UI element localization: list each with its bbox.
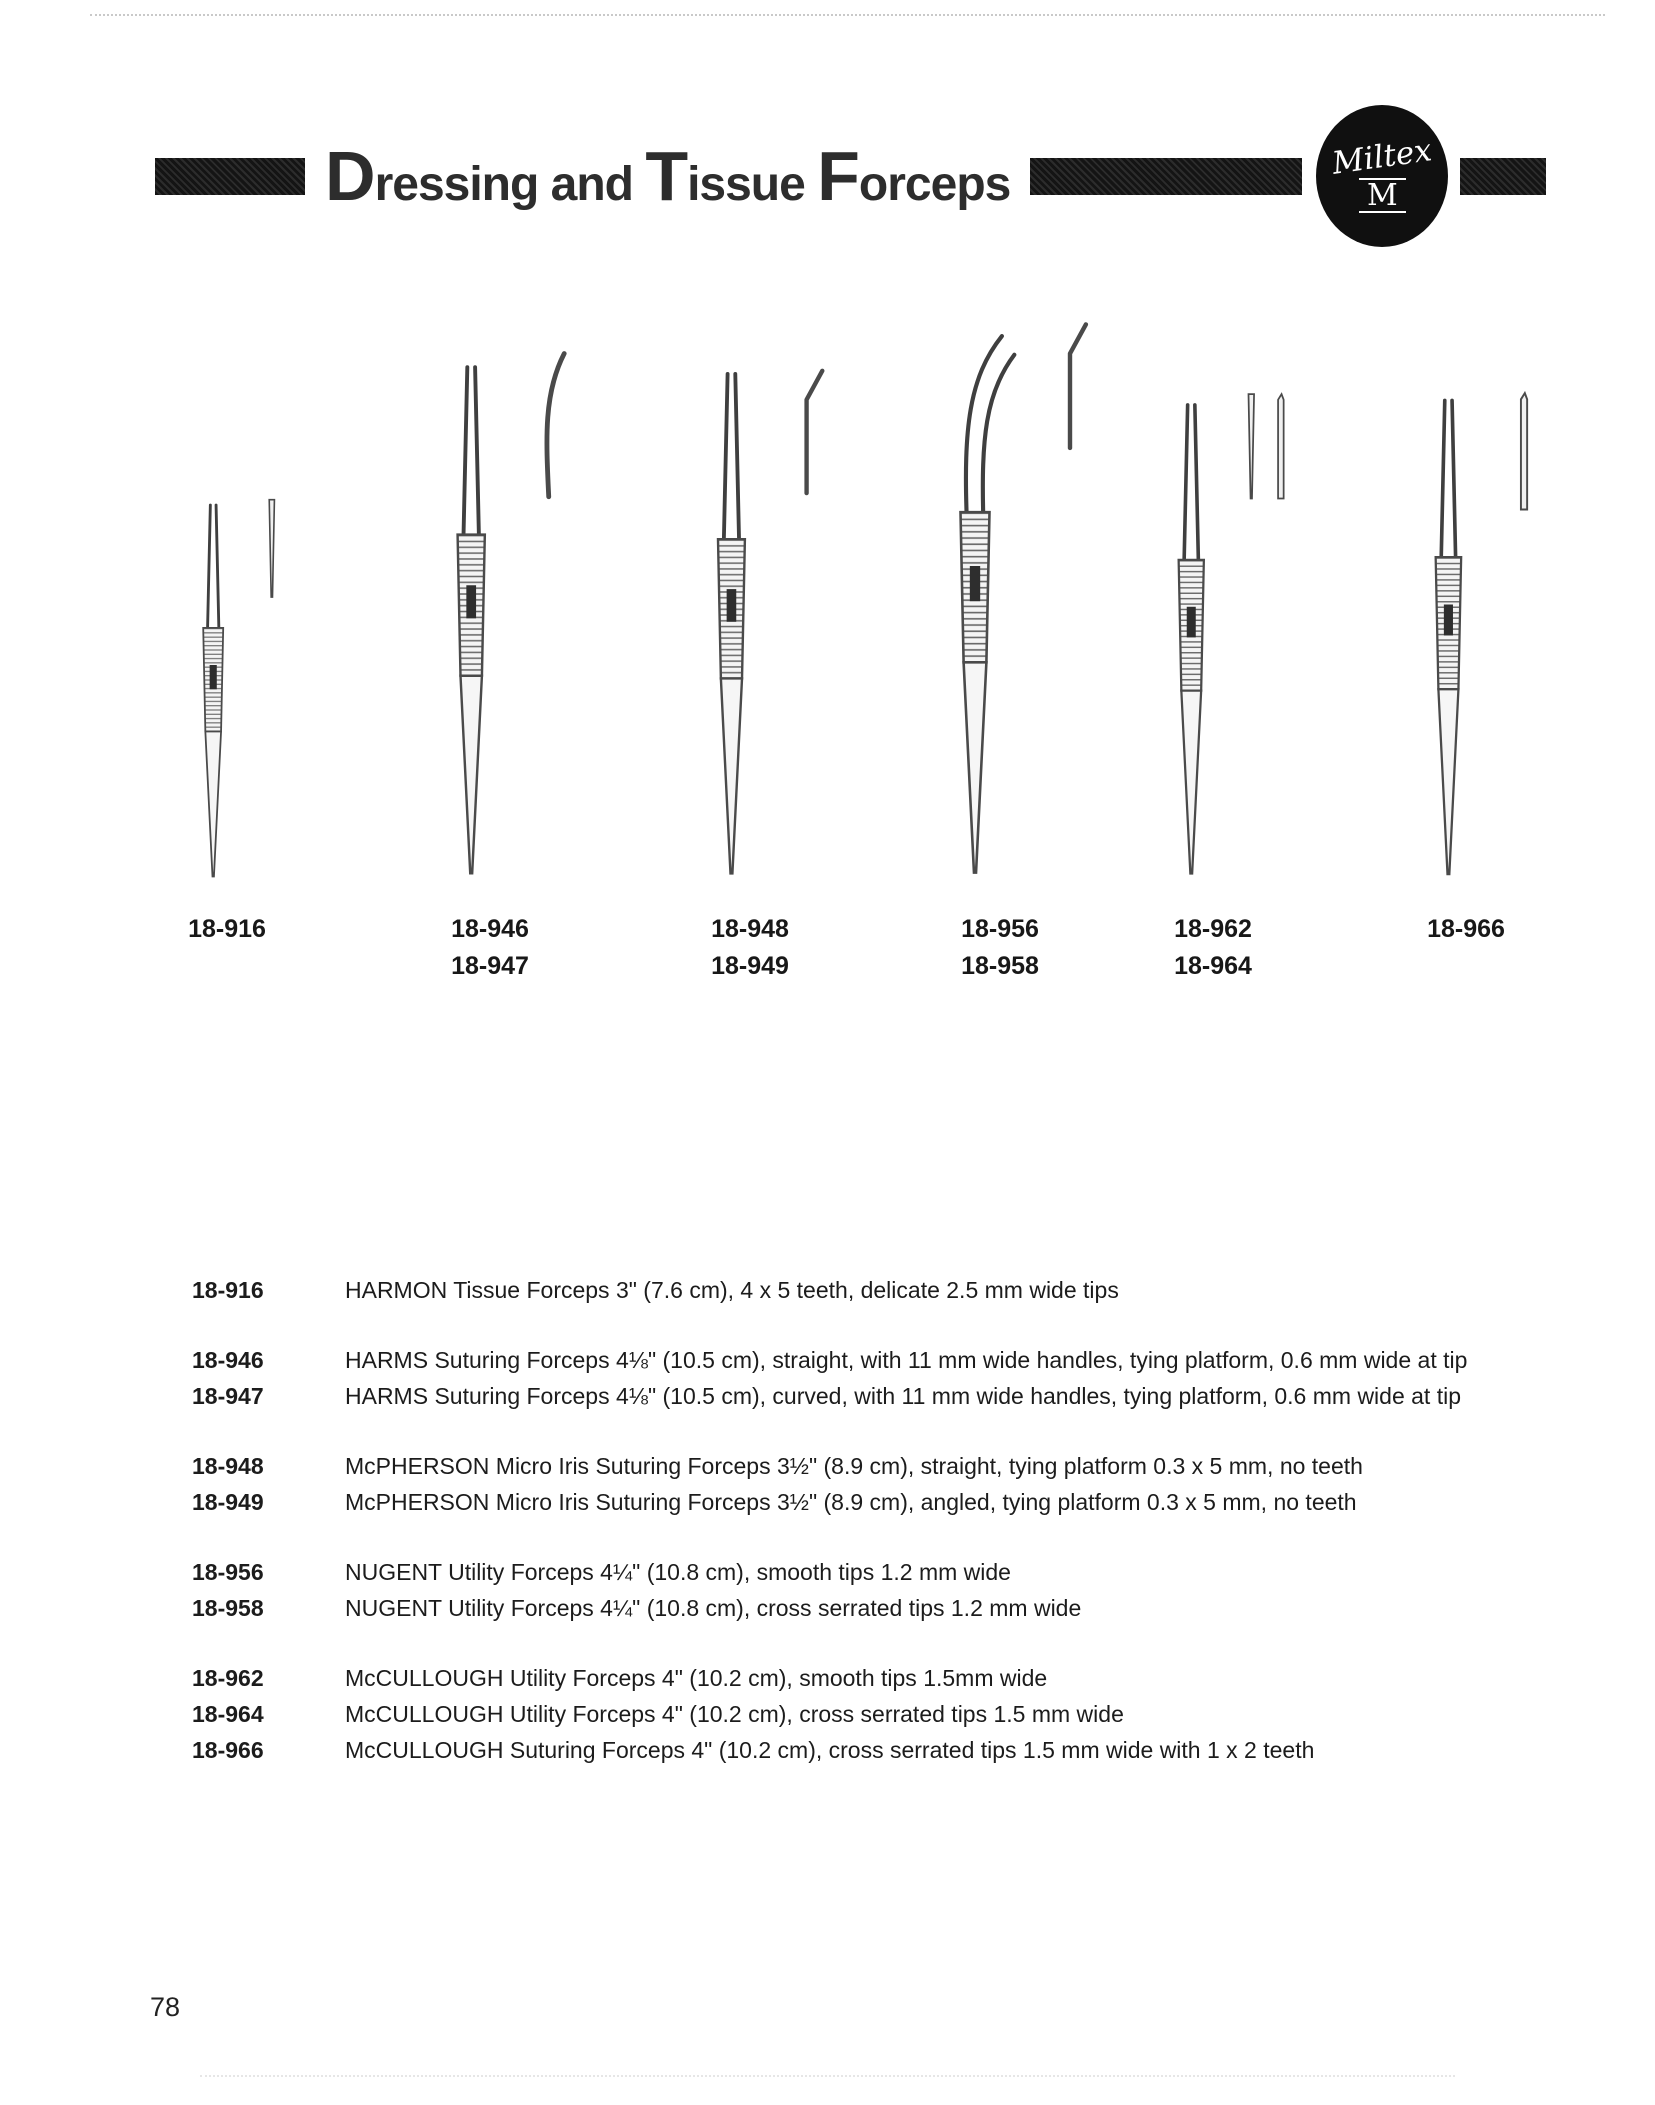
figure-18-946: [390, 340, 590, 985]
page-bottom-edge-dots: [200, 2075, 1455, 2077]
forceps-illustration: [900, 305, 1100, 885]
product-code: 18-966: [192, 1737, 264, 1763]
header-left-bar: [155, 158, 305, 195]
title-text: orceps: [858, 158, 1011, 211]
product-row: [192, 1272, 1595, 1308]
title-text: ressing and: [374, 158, 646, 211]
figure-label: 18-964: [1174, 952, 1252, 980]
product-code: 18-958: [192, 1595, 264, 1621]
product-row: [192, 1696, 1595, 1732]
figure-labels: [711, 911, 789, 985]
figure-labels: [1174, 911, 1252, 985]
product-row: [192, 1484, 1595, 1520]
figure-label: 18-956: [961, 915, 1039, 943]
product-description: HARMS Suturing Forceps 4⅛" (10.5 cm), straight, with 11 mm wide handles, tying platform, 0.6 mm wide at tip: [345, 1347, 1468, 1373]
forceps-illustration: [158, 485, 296, 885]
header-tail-bar: [1460, 158, 1546, 195]
figure-label: 18-949: [711, 952, 789, 980]
product-code: 18-916: [192, 1277, 264, 1303]
product-code: 18-956: [192, 1559, 264, 1585]
product-description: McPHERSON Micro Iris Suturing Forceps 3½" (8.9 cm), angled, tying platform 0.3 x 5 mm, no teeth: [345, 1489, 1357, 1515]
header-right-bar: [1030, 158, 1302, 195]
page-title: [325, 137, 1011, 215]
product-row: [192, 1448, 1595, 1484]
figure-label: 18-966: [1427, 915, 1505, 943]
forceps-illustration: [657, 347, 843, 885]
product-code: 18-948: [192, 1453, 264, 1479]
page-top-edge-dots: [90, 14, 1605, 16]
figure-18-962: [1113, 379, 1313, 985]
product-description: McCULLOUGH Suturing Forceps 4" (10.2 cm), cross serrated tips 1.5 mm wide with 1 x 2 teeth: [345, 1737, 1315, 1763]
figure-label: 18-946: [451, 915, 529, 943]
product-description: McCULLOUGH Utility Forceps 4" (10.2 cm), cross serrated tips 1.5 mm wide: [345, 1701, 1124, 1727]
product-description: NUGENT Utility Forceps 4¼" (10.8 cm), smooth tips 1.2 mm wide: [345, 1559, 1011, 1585]
product-list: [192, 1272, 1595, 1802]
product-description: McPHERSON Micro Iris Suturing Forceps 3½" (8.9 cm), straight, tying platform 0.3 x 5 mm, no teeth: [345, 1453, 1363, 1479]
product-code: 18-949: [192, 1489, 264, 1515]
title-initial: D: [325, 137, 375, 215]
figure-18-916: [127, 485, 327, 948]
product-row: [192, 1378, 1595, 1414]
figure-label: 18-948: [711, 915, 789, 943]
product-group: [192, 1272, 1595, 1308]
product-group: [192, 1448, 1595, 1520]
figure-18-966: [1366, 375, 1566, 948]
product-group: [192, 1342, 1595, 1414]
figure-label: 18-962: [1174, 915, 1252, 943]
miltex-logo: [1316, 105, 1448, 247]
product-row: [192, 1660, 1595, 1696]
title-initial: F: [817, 137, 859, 215]
miltex-logo-monogram: M: [1359, 178, 1406, 214]
figure-labels: [1427, 911, 1505, 948]
page-number: 78: [150, 1992, 181, 2022]
product-description: NUGENT Utility Forceps 4¼" (10.8 cm), cross serrated tips 1.2 mm wide: [345, 1595, 1082, 1621]
product-description: HARMON Tissue Forceps 3" (7.6 cm), 4 x 5 teeth, delicate 2.5 mm wide tips: [345, 1277, 1119, 1303]
product-code: 18-946: [192, 1347, 264, 1373]
figure-18-948: [650, 347, 850, 985]
miltex-logo-script: Miltex: [1330, 131, 1435, 182]
page-header: [155, 96, 1615, 256]
title-initial: T: [645, 137, 688, 215]
figure-labels: [188, 911, 266, 948]
figure-labels: [451, 911, 529, 985]
figure-18-956: [900, 305, 1100, 985]
figure-labels: [961, 911, 1039, 985]
product-row: [192, 1342, 1595, 1378]
forceps-illustration: [1378, 375, 1554, 885]
product-code: 18-964: [192, 1701, 264, 1727]
product-row: [192, 1554, 1595, 1590]
figure-label: 18-958: [961, 952, 1039, 980]
forceps-illustration: [1126, 379, 1300, 885]
product-row: [192, 1732, 1595, 1768]
product-code: 18-962: [192, 1665, 264, 1691]
product-group: [192, 1554, 1595, 1626]
figure-label: 18-916: [188, 915, 266, 943]
forceps-illustration: [396, 340, 584, 885]
figure-label: 18-947: [451, 952, 529, 980]
product-code: 18-947: [192, 1383, 264, 1409]
product-description: McCULLOUGH Utility Forceps 4" (10.2 cm), smooth tips 1.5mm wide: [345, 1665, 1048, 1691]
title-text: issue: [687, 158, 818, 211]
product-row: [192, 1590, 1595, 1626]
product-description: HARMS Suturing Forceps 4⅛" (10.5 cm), curved, with 11 mm wide handles, tying platform, 0.6 mm wide at tip: [345, 1383, 1462, 1409]
product-group: [192, 1660, 1595, 1768]
